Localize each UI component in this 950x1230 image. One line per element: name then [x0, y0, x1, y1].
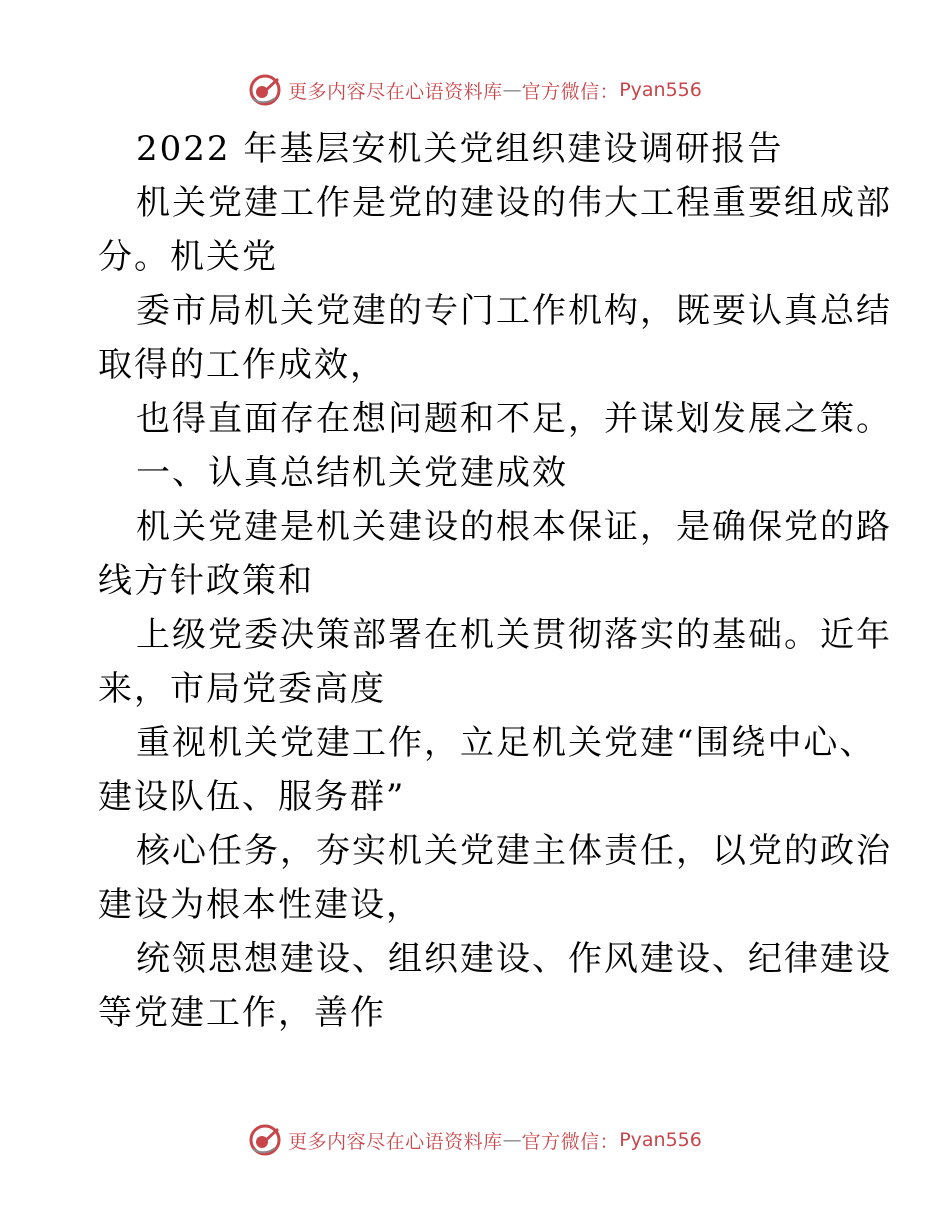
- footer-watermark: [0, 1120, 950, 1160]
- paragraph-line: 统领思想建设、组织建设、作风建设、纪律建设: [136, 939, 892, 979]
- watermark-label: 官方微信：: [521, 1130, 620, 1153]
- watermark-dash: —: [502, 79, 522, 101]
- paragraph-line: 也得直面存在想问题和不足，并谋划发展之策。: [136, 399, 892, 439]
- document-title: 2022 年基层安机关党组织建设调研报告: [136, 129, 784, 169]
- pen-circle-logo-icon: [248, 73, 282, 107]
- paragraph-line: 线方针政策和: [98, 561, 314, 601]
- paragraph-line: 等党建工作，善作: [98, 993, 386, 1033]
- paragraph-line: 分。机关党: [98, 237, 278, 277]
- paragraph-line: 重视机关党建工作，立足机关党建“围绕中心、: [136, 723, 876, 763]
- paragraph-line: 建设队伍、服务群”: [98, 777, 406, 817]
- paragraph-line: 取得的工作成效，: [98, 345, 386, 385]
- paragraph-line: 委市局机关党建的专门工作机构，既要认真总结: [136, 291, 892, 331]
- paragraph-line: 来，市局党委高度: [98, 669, 386, 709]
- section-heading: 一、认真总结机关党建成效: [136, 453, 568, 493]
- pen-circle-logo-icon: [248, 1123, 282, 1157]
- paragraph-line: 上级党委决策部署在机关贯彻落实的基础。近年: [136, 615, 892, 655]
- header-watermark: [0, 70, 950, 110]
- paragraph-line: 机关党建是机关建设的根本保证，是确保党的路: [136, 507, 892, 547]
- watermark-main-text: 更多内容尽在心语资料库: [288, 80, 503, 103]
- watermark-main-text: 更多内容尽在心语资料库: [288, 1130, 503, 1153]
- watermark-dash: —: [502, 1129, 522, 1151]
- watermark-account: Pyan556: [619, 1129, 702, 1151]
- paragraph-line: 建设为根本性建设，: [98, 885, 422, 925]
- watermark-account: Pyan556: [619, 79, 702, 101]
- paragraph-line: 核心任务，夯实机关党建主体责任，以党的政治: [136, 831, 892, 871]
- paragraph-line: 机关党建工作是党的建设的伟大工程重要组成部: [136, 183, 892, 223]
- document-body: [98, 122, 892, 1040]
- watermark-label: 官方微信：: [521, 80, 620, 103]
